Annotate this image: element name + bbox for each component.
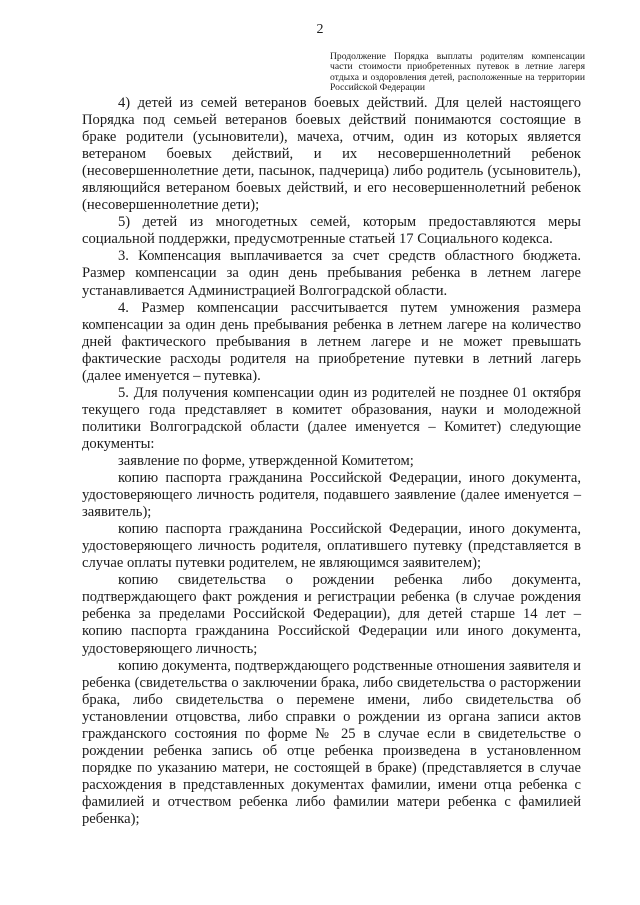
document-body: [82, 95, 581, 828]
paragraph-compensation-source: 3. Компенсация выплачивается за счет средств областного бюджета. Размер компенсации за один день пребывания ребенка в летнем лагере устанавливается Администрацией Волгоградской области.: [82, 248, 581, 299]
paragraph-compensation-amount: 4. Размер компенсации рассчитывается путем умножения размера компенсации за один день пребывания ребенка в летнем лагере на количество дней фактического пребывания в летнем лагере и не может превышать фактические расходы родителя на приобретение путевки в летний лагерь (далее именуется – путевка).: [82, 299, 581, 384]
paragraph-veterans-families: 4) детей из семей ветеранов боевых действий. Для целей настоящего Порядка под семьей ветеранов боевых действий понимаются состоящие в браке родители (усыновители), мачеха, отчим, один из которых является ветераном боевых действий, и их несовершеннолетний ребенок (несовершеннолетние дети, пасынок, падчерица) либо родитель (усыновитель), являющийся ветераном боевых действий, и его несовершеннолетний ребенок (несовершеннолетние дети);: [82, 95, 581, 214]
list-item-applicant-passport: копию паспорта гражданина Российской Федерации, иного документа, удостоверяющего личность родителя, подавшего заявление (далее именуется – заявитель);: [82, 470, 581, 521]
paragraph-required-documents: 5. Для получения компенсации один из родителей не позднее 01 октября текущего года представляет в комитет образования, науки и молодежной политики Волгоградской области (далее именуется – Комитет) следующие документы:: [82, 384, 581, 452]
list-item-birth-certificate: копию свидетельства о рождении ребенка либо документа, подтверждающего факт рождения и регистрации ребенка (в случае рождения ребенка за пределами Российской Федерации), для детей старше 14 лет – копию паспорта гражданина Российской Федерации или иного документа, удостоверяющего личность;: [82, 572, 581, 657]
paragraph-large-families: 5) детей из многодетных семей, которым предоставляются меры социальной поддержки, предусмотренные статьей 17 Социального кодекса.: [82, 214, 581, 248]
running-header: Продолжение Порядка выплаты родителям компенсации части стоимости приобретенных путевок в летние лагеря отдыха и оздоровления детей, расположенные на территории Российской Федерации: [330, 51, 585, 94]
list-item-payer-passport: копию паспорта гражданина Российской Федерации, иного документа, удостоверяющего личность родителя, оплатившего путевку (представляется в случае оплаты путевки родителем, не являющимся заявителем);: [82, 521, 581, 572]
list-item-kinship-document: копию документа, подтверждающего родственные отношения заявителя и ребенка (свидетельства о заключении брака, либо свидетельства о расторжении брака, либо свидетельства о перемене имени, либо свидетельства об установлении отцовства, либо справки о рождении из органа записи актов гражданского состояния по форме № 25 в случае если в свидетельстве о рождении ребенка запись об отце ребенка произведена в установленном порядке по указанию матери, не состоящей в браке) (представляется в случае расхождения в представленных документах фамилии, имени отца ребенка с фамилией и отчеством ребенка либо фамилии матери ребенка с фамилией ребенка);: [82, 657, 581, 827]
page-number: 2: [316, 22, 324, 37]
list-item-application: заявление по форме, утвержденной Комитетом;: [118, 452, 414, 469]
